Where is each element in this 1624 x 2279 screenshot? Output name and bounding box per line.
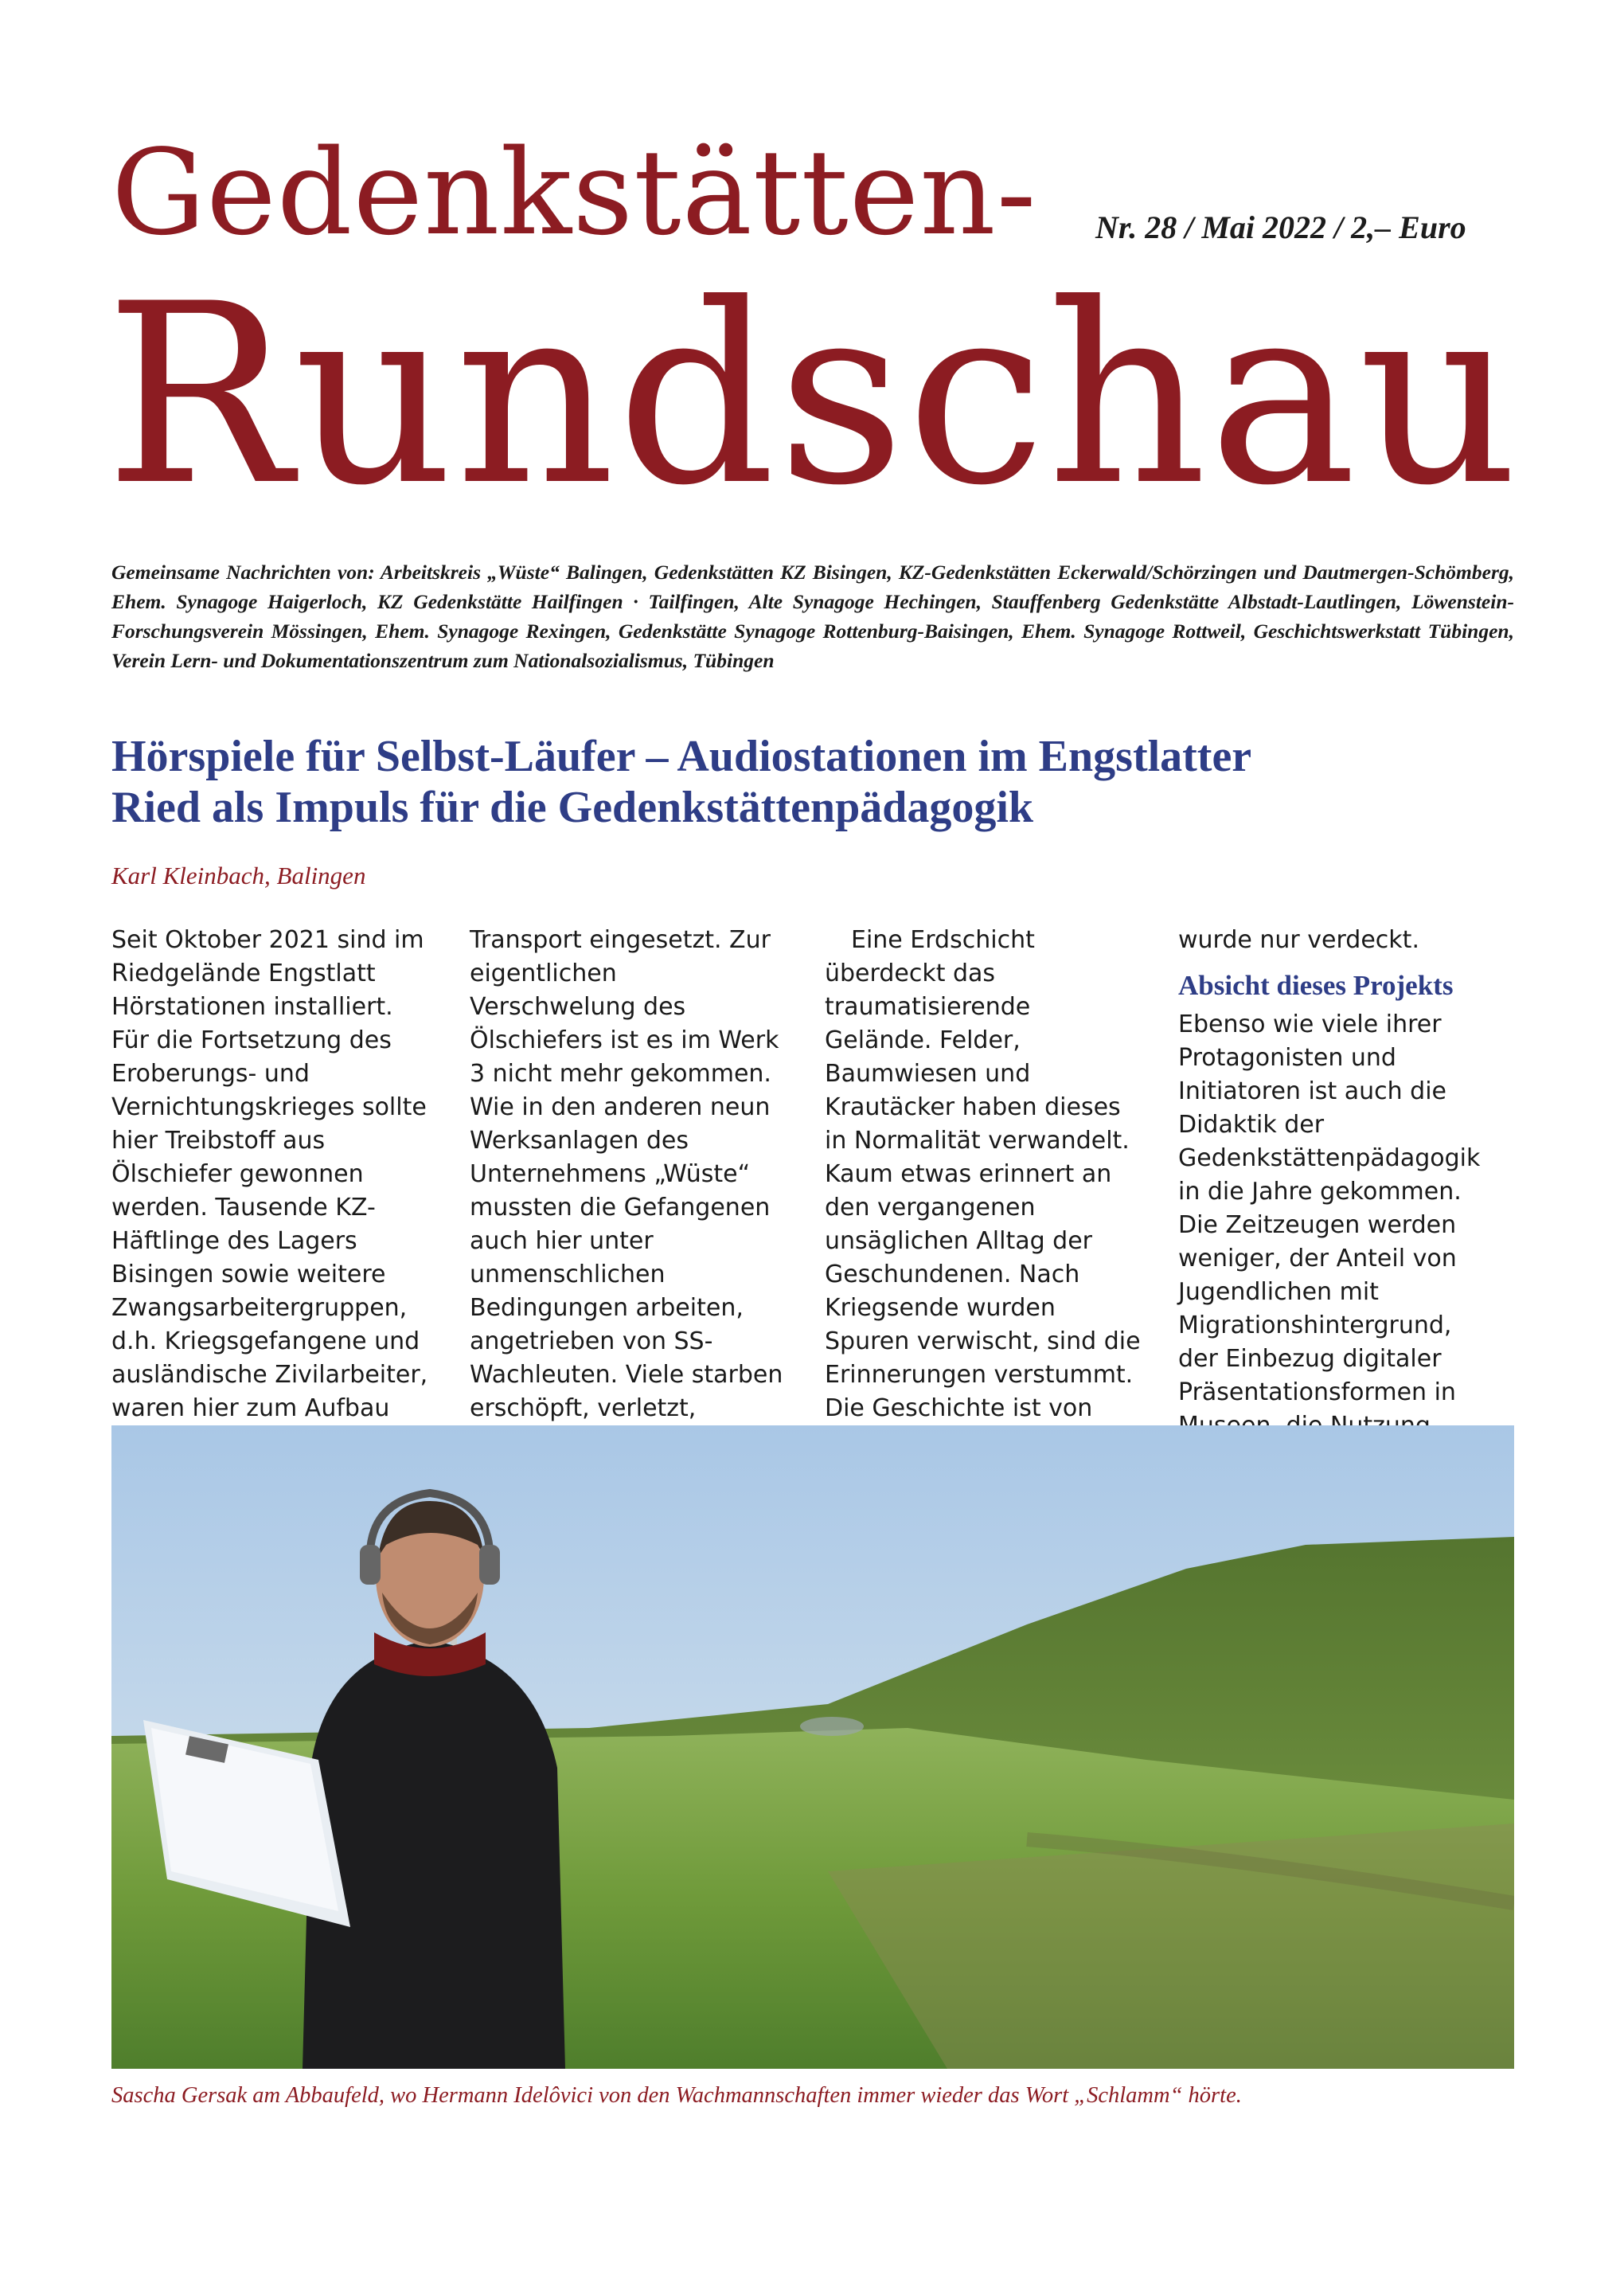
section-subheading: Absicht dieses Projekts (1178, 970, 1454, 1001)
article-column-2 (470, 924, 788, 1422)
article-headline (111, 731, 1536, 833)
issue-info: Nr. 28 / Mai 2022 / 2,– Euro (1095, 209, 1466, 245)
column-3-text: Eine Erdschicht überdeckt das traumatisierende Gelände. Felder, Baumwiesen und Krautäcker haben dieses in Normalität verwandelt. Kaum etwas erinnert an den vergangenen unsäglichen Alltag der Geschundenen. Nach Kriegsende wurden Spuren verwischt, sind die Erinnerungen verstummt. Die Geschichte ist von (825, 926, 1141, 1422)
masthead-title-line1: Gedenkstätten- (111, 124, 1037, 261)
article-photo (111, 1425, 1514, 2069)
headline-line1: Hörspiele für Selbst-Läufer – Audiostationen im Engstlatter (111, 732, 1252, 781)
article-column-1 (111, 924, 430, 1422)
photo-illustration (111, 1425, 1514, 2069)
masthead-title-line2: Rundschau (105, 250, 1521, 540)
column-2-text: Transport eingesetzt. Zur eigentlichen Verschwelung des Ölschiefers ist es im Werk 3 nicht mehr gekommen. Wie in den anderen neun Werksanlagen des Unternehmens „Wüste“ mussten die Gefangenen auch hier unter unmenschlichen Bedingungen arbeiten, angetrieben von SS-Wachleuten. Viele starben erschöpft, verletzt, (470, 926, 783, 1422)
article-author: Karl Kleinbach, Balingen (111, 862, 366, 889)
column-4-intro: wurde nur verdeckt. (1178, 926, 1419, 954)
article-column-3 (825, 924, 1143, 1422)
contributors-list: Gemeinsame Nachrichten von: Arbeitskreis „Wüste“ Balingen, Gedenkstätten KZ Bisingen, KZ-Gedenkstätten Eckerwald/Schörzingen und Dautmergen-Schömberg, Ehem. Synagoge Haigerloch, KZ Gedenkstätte Hailfingen · Tailfingen, Alte Synagoge Hechingen, Stauffenberg Gedenkstätte Albstadt-Lautlingen, Löwenstein-Forschungsverein Mössingen, Ehem. Synagoge Rexingen, Gedenkstätte Synagoge Rottenburg-Baisingen, Ehem. Synagoge Rottweil, Geschichtswerkstatt Tübingen, Verein Lern- und Dokumentationszentrum zum Nationalsozialismus, Tübingen (111, 561, 1514, 672)
headline-line2: Ried als Impuls für die Gedenkstättenpädagogik (111, 783, 1034, 832)
column-1-text: Seit Oktober 2021 sind im Riedgelände Engstlatt Hörstationen installiert. Für die Fortsetzung des Eroberungs- und Vernichtungskrieges sollte hier Treibstoff aus Ölschiefer gewonnen werden. Tausende KZ-Häftlinge des Lagers Bisingen sowie weitere Zwangsarbeitergruppen, d.h. Kriegsgefangene und ausländische Zivilarbeiter, waren hier zum Aufbau (111, 926, 428, 1422)
photo-caption: Sascha Gersak am Abbaufeld, wo Hermann Idelôvici von den Wachmannschaften immer wieder das Wort „Schlamm“ hörte. (111, 2083, 1242, 2108)
article-column-4 (1178, 924, 1497, 1406)
column-4-text: Ebenso wie viele ihrer Protagonisten und Initiatoren ist auch die Didaktik der Gedenkstättenpädagogik in die Jahre gekommen. Die Zeitzeugen werden weniger, der Anteil von Jugendlichen mit Migrationshintergrund, der Einbezug digitaler Präsentationsformen in (1178, 1010, 1481, 1406)
distant-castle (800, 1717, 864, 1736)
